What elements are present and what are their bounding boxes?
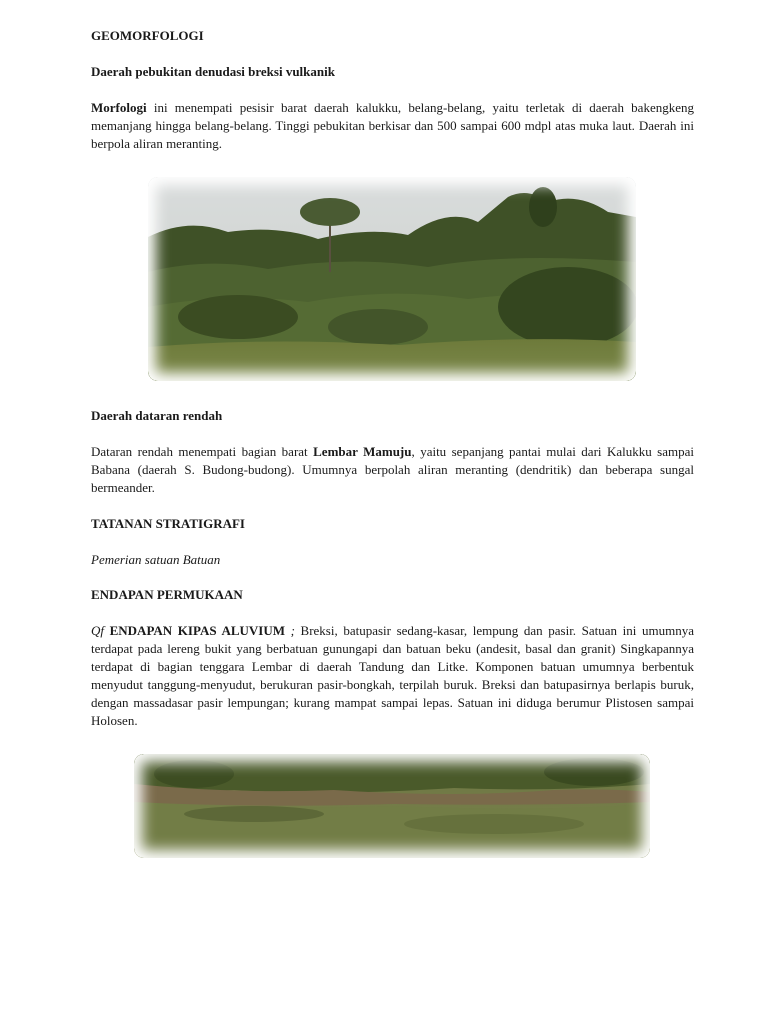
paragraph-endapan-text: Breksi, batupasir sedang-kasar, lempung dan pasir. Satuan ini umumnya terdapat pada lereng bukit yang berbatuan gunungapi dan batuan beku (andesit, basal dan granit) Singkapannya terdapat di bagian tenggara Lembar di daerah Tandung dan Litke. Komponen batuan umumnya berbentuk menyudut tanggung-menyudut, berukuran pasir-bongkah, terpilah buruk. Breksi dan batupasirnya berlapis buruk, dengan massadasar pasir lempungan; kurang mampat sampai lepas. Satuan ini diduga berumur Plistosen sampai Holosen. xyxy=(91,623,694,728)
paragraph-dataran-text-a: Dataran rendah menempati bagian barat xyxy=(91,444,314,459)
heading-denudasi: Daerah pebukitan denudasi breksi vulkanik xyxy=(91,64,335,79)
term-endapan-kipas: ENDAPAN KIPAS ALUVIUM xyxy=(104,623,285,638)
heading-stratigrafi: TATANAN STRATIGRAFI xyxy=(91,516,245,531)
term-morfologi: Morfologi xyxy=(91,100,147,115)
landscape-photo-terrace-image xyxy=(134,754,650,858)
separator: ; xyxy=(285,623,295,638)
landscape-photo-hills-image xyxy=(148,177,636,381)
paragraph-dataran xyxy=(91,443,694,497)
paragraph-morfologi xyxy=(91,99,694,153)
paragraph-morfologi-text: ini menempati pesisir barat daerah kalukku, belang-belang, yaitu terletak di daerah bakengkeng memanjang hingga belang-belang. Tinggi pebukitan berkisar dan 500 sampai 600 mdpl atas muka laut. Daerah ini berpola aliran meranting. xyxy=(91,100,694,151)
landscape-photo-hills xyxy=(148,177,636,381)
unit-code: Qf xyxy=(91,623,104,638)
subheading-pemerian: Pemerian satuan Batuan xyxy=(91,552,221,567)
landscape-photo-terrace xyxy=(134,754,650,858)
term-lembar-mamuju: Lembar Mamuju xyxy=(313,444,412,459)
paragraph-dataran-text-b: , yaitu sepanjang pantai mulai dari Kalukku sampai Babana (daerah S. Budong-budong). Umumnya berpolah aliran meranting (dendritik) dan beberapa sungal bermeander. xyxy=(91,444,694,495)
heading-geomorfologi: GEOMORFOLOGI xyxy=(91,28,204,43)
heading-endapan-permukaan: ENDAPAN PERMUKAAN xyxy=(91,587,243,602)
paragraph-endapan-kipas xyxy=(91,622,694,730)
heading-dataran-rendah: Daerah dataran rendah xyxy=(91,408,223,423)
